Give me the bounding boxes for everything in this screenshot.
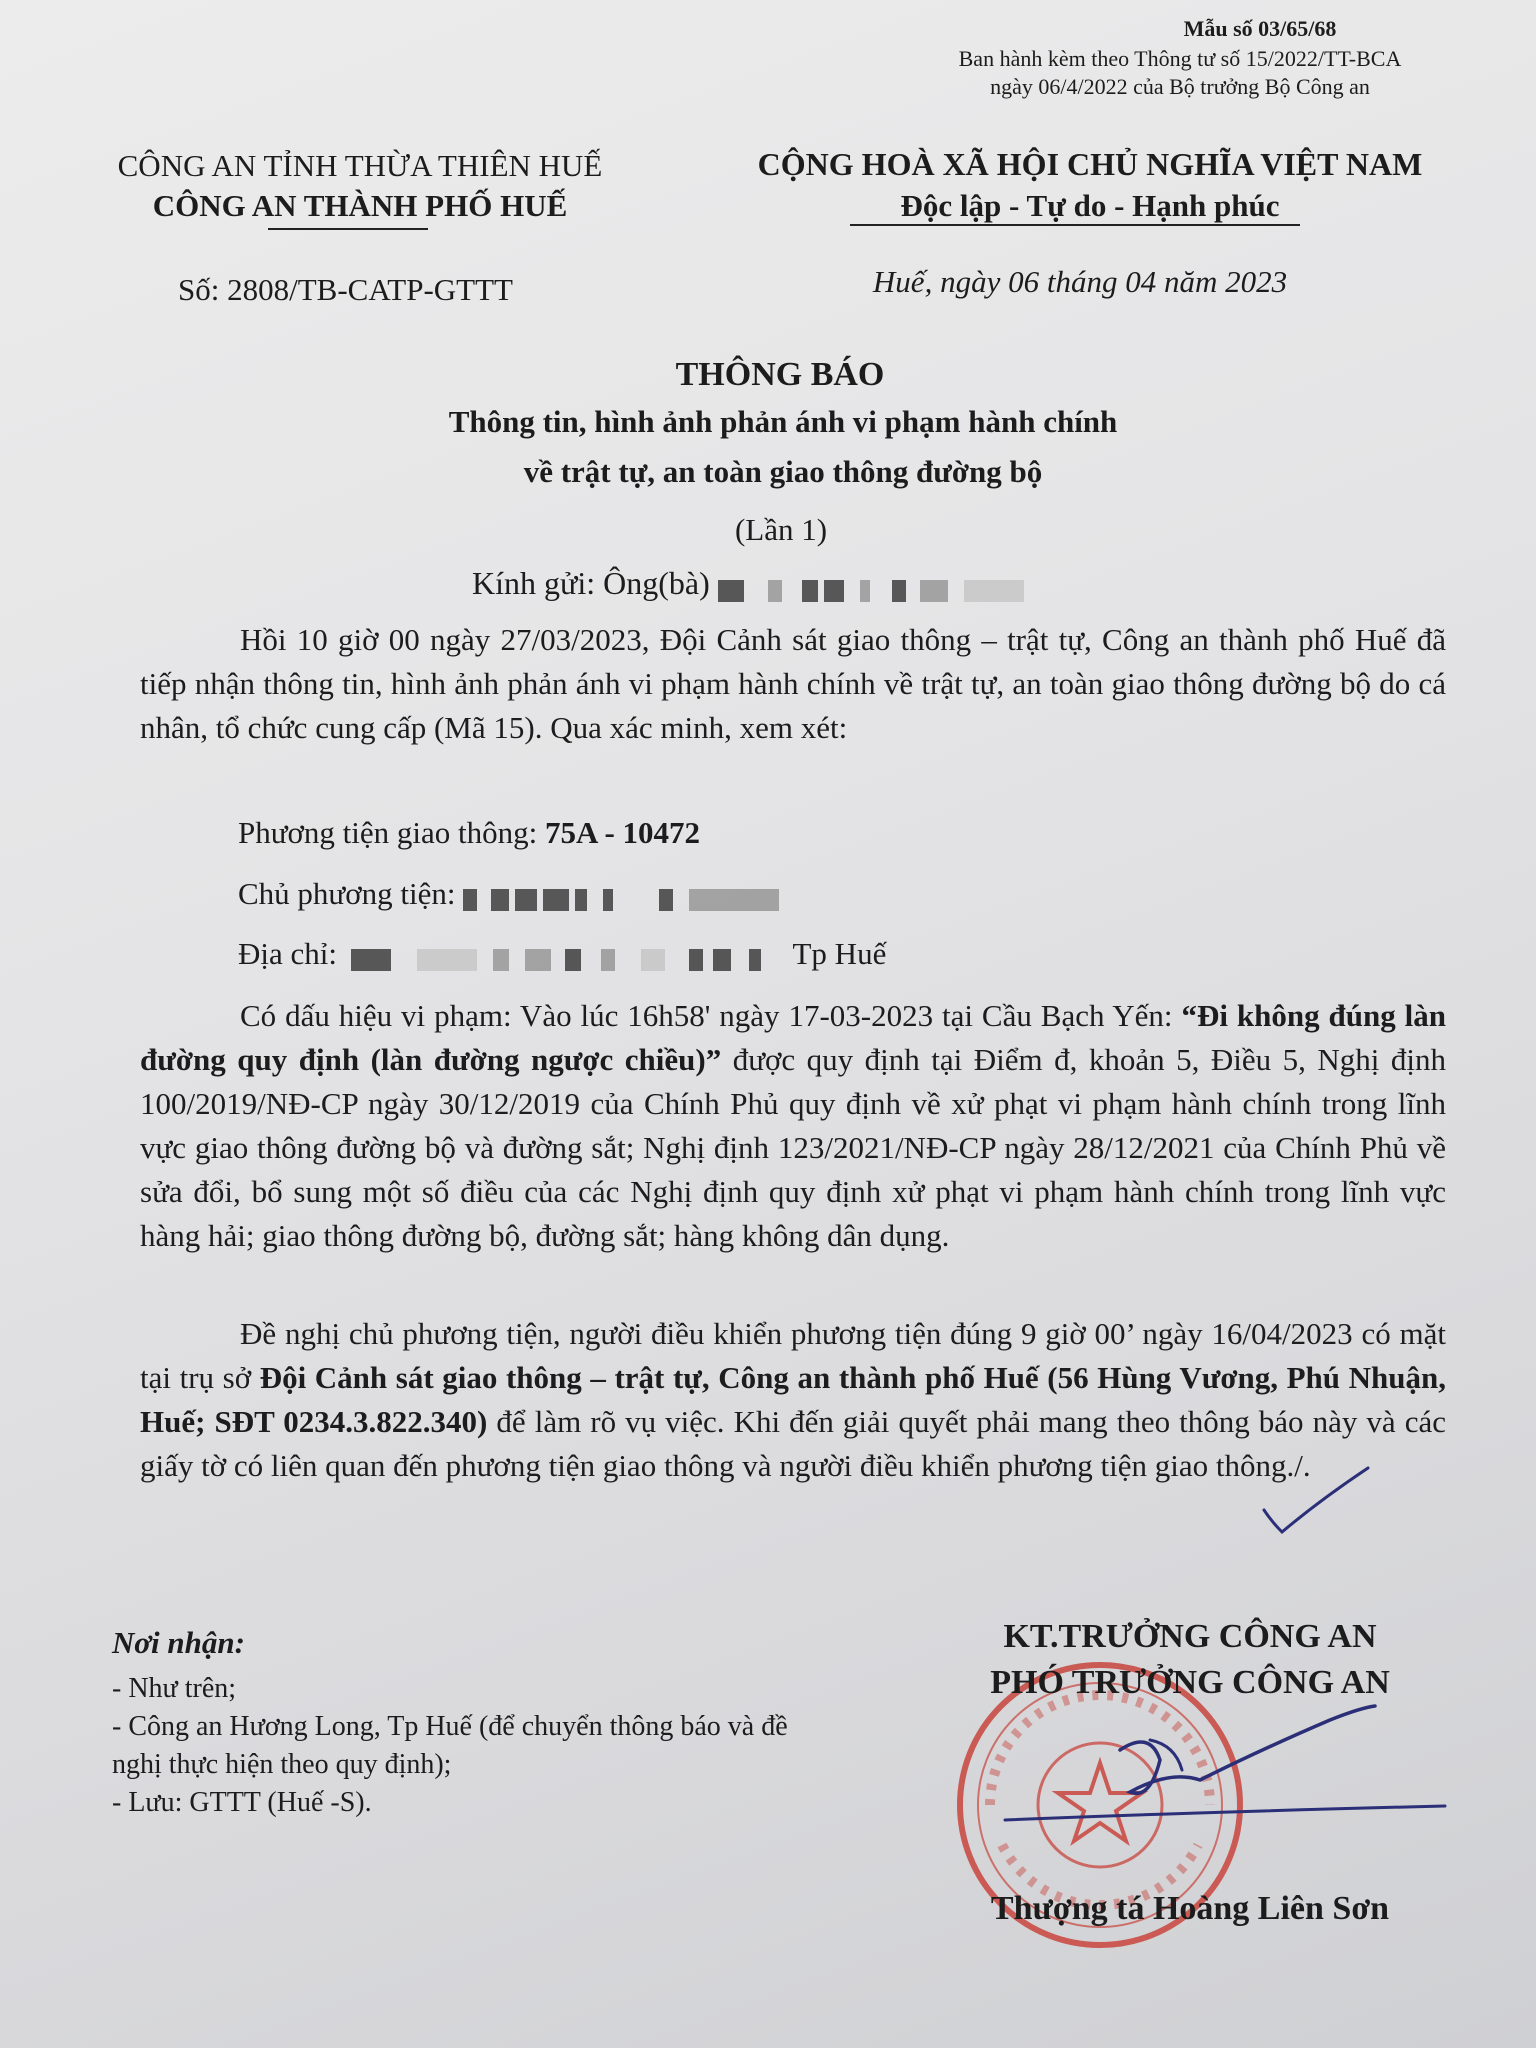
request-office: Đội Cảnh sát giao thông – trật tự, Công an thành phố Huế (56 Hùng Vương, Phú Nhuận, Huế; SĐT 0234.3.822.340) [140,1360,1446,1439]
signer-name: Thượng tá Hoàng Liên Sơn [990,1890,1390,1927]
address-city: Tp Huế [792,936,887,971]
signature-title-1: KT.TRƯỞNG CÔNG AN [1003,1618,1377,1655]
recipient-item: - Như trên; [112,1673,237,1704]
attempt-number: (Lần 1) [734,512,828,547]
motto-underline [850,224,1300,226]
document-subtitle-1: Thông tin, hình ảnh phản ánh vi phạm hành chính [448,404,1118,439]
vehicle-field [238,815,700,851]
nation-motto: Độc lập - Tự do - Hạnh phúc [900,188,1280,223]
pen-tick-mark [1250,1460,1410,1540]
vehicle-plate: 75A - 10472 [545,815,701,850]
signature-title-2: PHÓ TRƯỞNG CÔNG AN [990,1664,1390,1701]
violation-time-location: Có dấu hiệu vi phạm: Vào lúc 16h58' ngày 17-03-2023 tại Cầu Bạch Yến: [240,998,1173,1033]
document-date: Huế, ngày 06 tháng 04 năm 2023 [872,264,1288,299]
agency-underline [268,228,428,230]
recipients-list [112,1670,832,1822]
owner-field [238,876,785,912]
redacted-recipient-name [718,573,1030,601]
document-number: Số: 2808/TB-CATP-GTTT [178,272,513,307]
recipient-line [472,565,1030,602]
request-instructions: để làm rõ vụ việc. Khi đến giải quyết phải mang theo thông báo này và các giấy tờ có liên quan đến phương tiện giao thông và người điều khiển phương tiện giao thông./. [140,1404,1446,1483]
redacted-owner-name [463,883,785,911]
violation-paragraph [140,994,1446,1258]
form-issued-line-2: ngày 06/4/2022 của Bộ trưởng Bộ Công an [990,74,1370,99]
recipient-item: - Lưu: GTTT (Huế -S). [112,1787,372,1818]
agency-parent: CÔNG AN TỈNH THỪA THIÊN HUẾ [117,148,603,183]
form-number: Mẫu số 03/65/68 [1183,16,1337,41]
address-field [238,936,886,972]
intro-text: Hồi 10 giờ 00 ngày 27/03/2023, Đội Cảnh sát giao thông – trật tự, Công an thành phố Huế đã tiếp nhận thông tin, hình ảnh phản ánh vi phạm hành chính về trật tự, an toàn giao thông đường bộ do cá nhân, tổ chức cung cấp (Mã 15). Qua xác minh, xem xét: [140,622,1446,745]
document-title: THÔNG BÁO [675,356,885,393]
agency-name: CÔNG AN THÀNH PHỐ HUẾ [152,188,568,223]
violation-description: “Đi không đúng làn đường quy định (làn đường ngược chiều)” [140,998,1446,1077]
request-time: Đề nghị chủ phương tiện, người điều khiển phương tiện đúng 9 giờ 00’ ngày 16/04/2023 có mặt tại trụ sở [140,1316,1446,1395]
vehicle-label: Phương tiện giao thông: [238,815,538,850]
document-subtitle-2: về trật tự, an toàn giao thông đường bộ [523,454,1043,489]
redacted-address [345,943,767,971]
nation-name: CỘNG HOÀ XÃ HỘI CHỦ NGHĨA VIỆT NAM [757,146,1423,182]
intro-paragraph [140,618,1446,750]
violation-legal-basis: được quy định tại Điểm đ, khoản 5, Điều 5, Nghị định 100/2019/NĐ-CP ngày 30/12/2019 của Chính Phủ quy định về xử phạt vi phạm hành chính trong lĩnh vực giao thông đường bộ và đường sắt; Nghị định 123/2021/NĐ-CP ngày 28/12/2021 của Chính Phủ về sửa đổi, bổ sung một số điều của các Nghị định quy định xử phạt vi phạm hành chính trong lĩnh vực hàng hải; giao thông đường bộ, đường sắt; hàng không dân dụng. [140,1042,1446,1253]
handwritten-signature [1000,1700,1460,1830]
recipient-label: Kính gửi: Ông(bà) [472,565,710,601]
recipient-item: - Công an Hương Long, Tp Huế (để chuyển thông báo và đề nghị thực hiện theo quy định); [112,1711,788,1780]
form-issued-line-1: Ban hành kèm theo Thông tư số 15/2022/TT-BCA [958,46,1402,71]
address-label: Địa chỉ: [238,936,337,971]
violation-text [140,994,1446,1258]
owner-label: Chủ phương tiện: [238,876,456,911]
recipients-title: Nơi nhận: [112,1625,245,1660]
